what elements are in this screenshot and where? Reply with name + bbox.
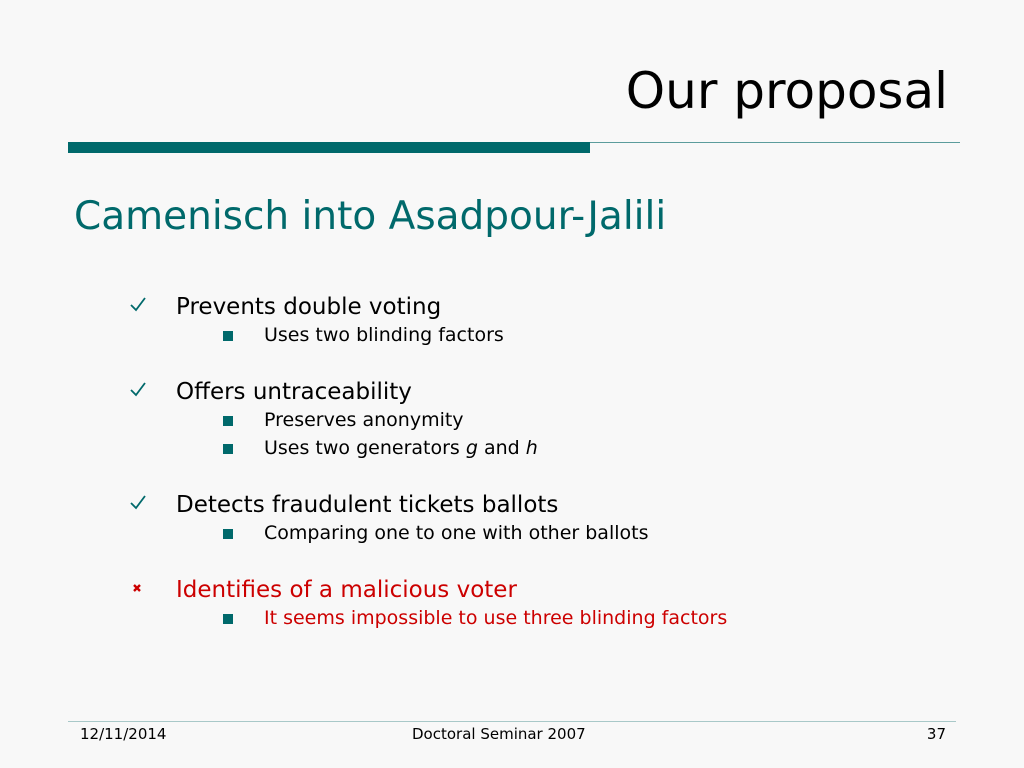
square-bullet-icon xyxy=(223,416,233,426)
bullet-item-identifies-malicious-voter xyxy=(0,575,1024,605)
sub-bullet-item xyxy=(0,435,1024,463)
bullet-item-prevents-double-voting xyxy=(0,292,1024,322)
generator-g: g xyxy=(465,437,478,459)
cross-icon xyxy=(128,578,148,598)
sub-bullet-item xyxy=(0,520,1024,548)
title-underline-thick xyxy=(68,142,590,153)
bullet-item-detects-fraudulent xyxy=(0,490,1024,520)
sub-bullet-text: Uses two blinding factors xyxy=(264,324,504,346)
square-bullet-icon xyxy=(223,529,233,539)
bullet-text: Identifies of a malicious voter xyxy=(176,577,517,603)
bullet-text: Detects fraudulent tickets ballots xyxy=(176,492,559,518)
page-number: 37 xyxy=(926,725,946,743)
generator-h: h xyxy=(525,437,538,459)
bullet-text: Prevents double voting xyxy=(176,294,442,320)
square-bullet-icon xyxy=(223,331,233,341)
footer-title: Doctoral Seminar 2007 xyxy=(412,725,586,743)
footer-date: 12/11/2014 xyxy=(80,725,167,743)
sub-bullet-text: It seems impossible to use three blinding factors xyxy=(264,607,728,629)
check-icon xyxy=(128,295,148,315)
footer-divider xyxy=(68,721,956,722)
bullet-list xyxy=(0,292,1024,633)
bullet-item-offers-untraceability xyxy=(0,377,1024,407)
generators-and: and xyxy=(477,437,526,459)
sub-bullet-item xyxy=(0,407,1024,435)
generators-prefix: Uses two generators xyxy=(264,437,466,459)
sub-bullet-text: Comparing one to one with other ballots xyxy=(264,522,649,544)
check-icon xyxy=(128,493,148,513)
title-underline-thin xyxy=(590,142,960,143)
slide-title: Our proposal xyxy=(625,62,948,120)
slide-subtitle: Camenisch into Asadpour-Jalili xyxy=(74,194,667,239)
sub-bullet-item xyxy=(0,322,1024,350)
check-icon xyxy=(128,380,148,400)
sub-bullet-text-generators xyxy=(264,438,538,460)
square-bullet-icon xyxy=(223,444,233,454)
square-bullet-icon xyxy=(223,614,233,624)
bullet-text: Offers untraceability xyxy=(176,379,412,405)
sub-bullet-item xyxy=(0,605,1024,633)
sub-bullet-text: Preserves anonymity xyxy=(264,409,464,431)
